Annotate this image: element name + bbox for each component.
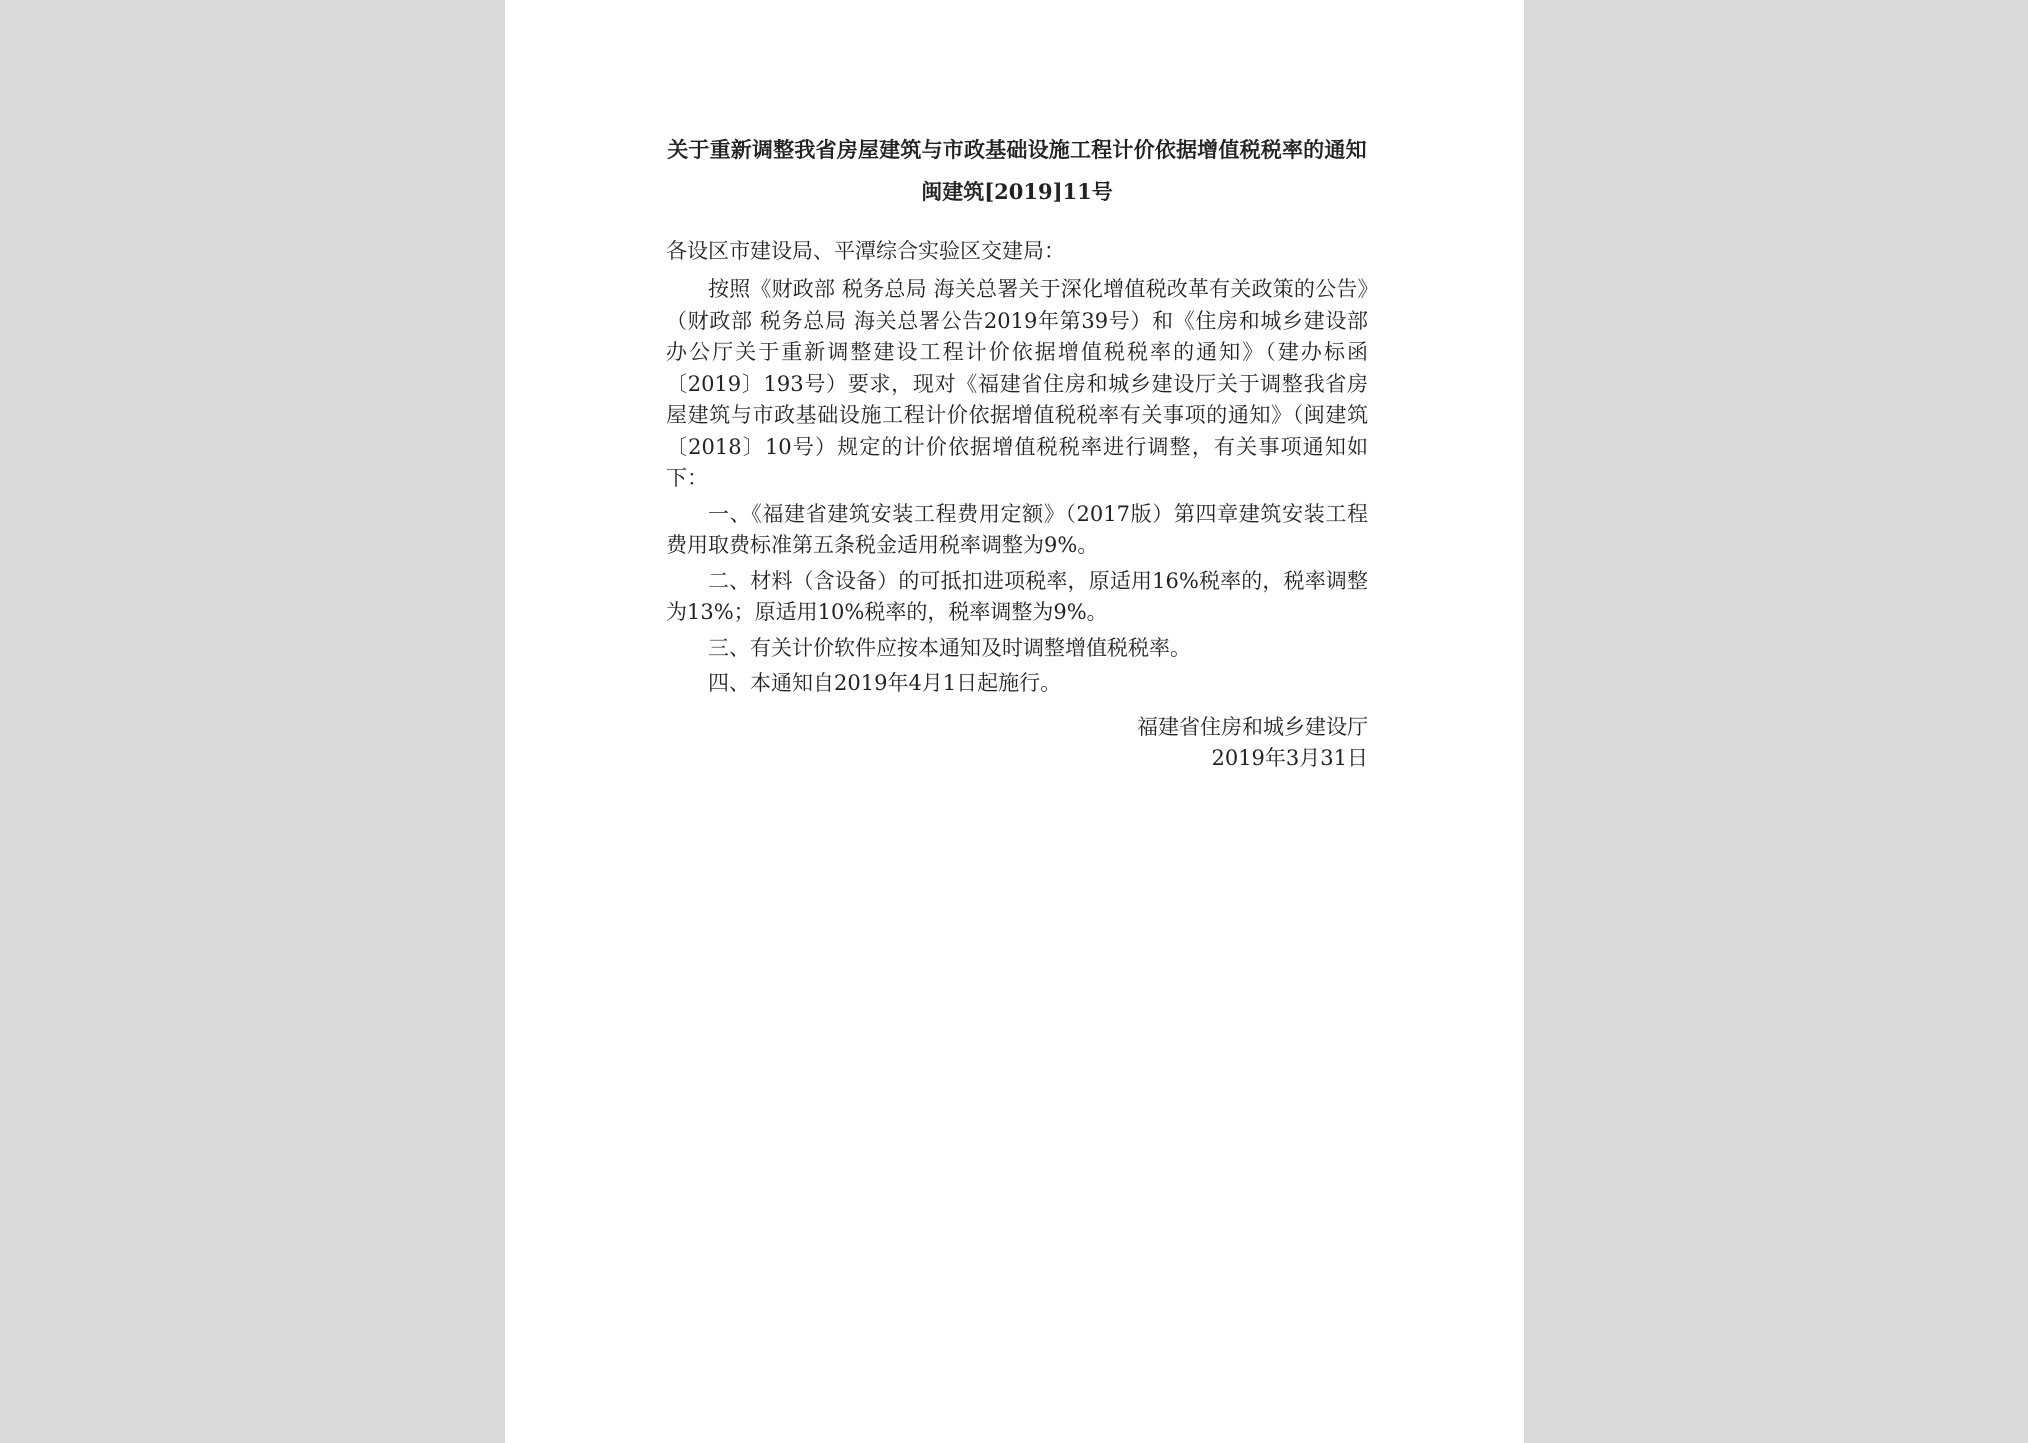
issue-date: 2019年3月31日 bbox=[1211, 745, 1368, 770]
salutation: 各设区市建设局、平潭综合实验区交建局： bbox=[666, 239, 1065, 263]
body-paragraph-intro: 按照《财政部 税务总局 海关总署关于深化增值税改革有关政策的公告》（财政部 税务总局 海关总署公告2019年第39号）和《住房和城乡建设部办公厅关于重新调整建设工程计价依据增值税税率的通知》（建办标函〔2019〕193号）要求，现对《福建省住房和城乡建设厅关于调整我省房屋建筑与市政基础设施工程计价依据增值税税率有关事项的通知》（闽建筑〔2018〕10号）规定的计价依据增值税税率进行调整，有关事项通知如下： bbox=[666, 277, 1368, 490]
body-paragraph-item-2: 二、材料（含设备）的可抵扣进项税率，原适用16%税率的，税率调整为13%；原适用10%税率的，税率调整为9%。 bbox=[666, 568, 1368, 624]
document-number: 闽建筑[2019]11号 bbox=[921, 179, 1113, 204]
issuer-name: 福建省住房和城乡建设厅 bbox=[1137, 714, 1368, 739]
document-page bbox=[505, 0, 1524, 1443]
body-paragraph-item-3: 三、有关计价软件应按本通知及时调整增值税税率。 bbox=[708, 635, 1191, 660]
signature-block bbox=[666, 712, 1368, 774]
body-paragraph-item-4: 四、本通知自2019年4月1日起施行。 bbox=[708, 671, 1062, 695]
document-content bbox=[666, 134, 1368, 774]
document-title: 关于重新调整我省房屋建筑与市政基础设施工程计价依据增值税税率的通知 bbox=[667, 137, 1367, 162]
body-paragraph-item-1: 一、《福建省建筑安装工程费用定额》（2017版）第四章建筑安装工程费用取费标准第五条税金适用税率调整为9%。 bbox=[666, 501, 1368, 557]
